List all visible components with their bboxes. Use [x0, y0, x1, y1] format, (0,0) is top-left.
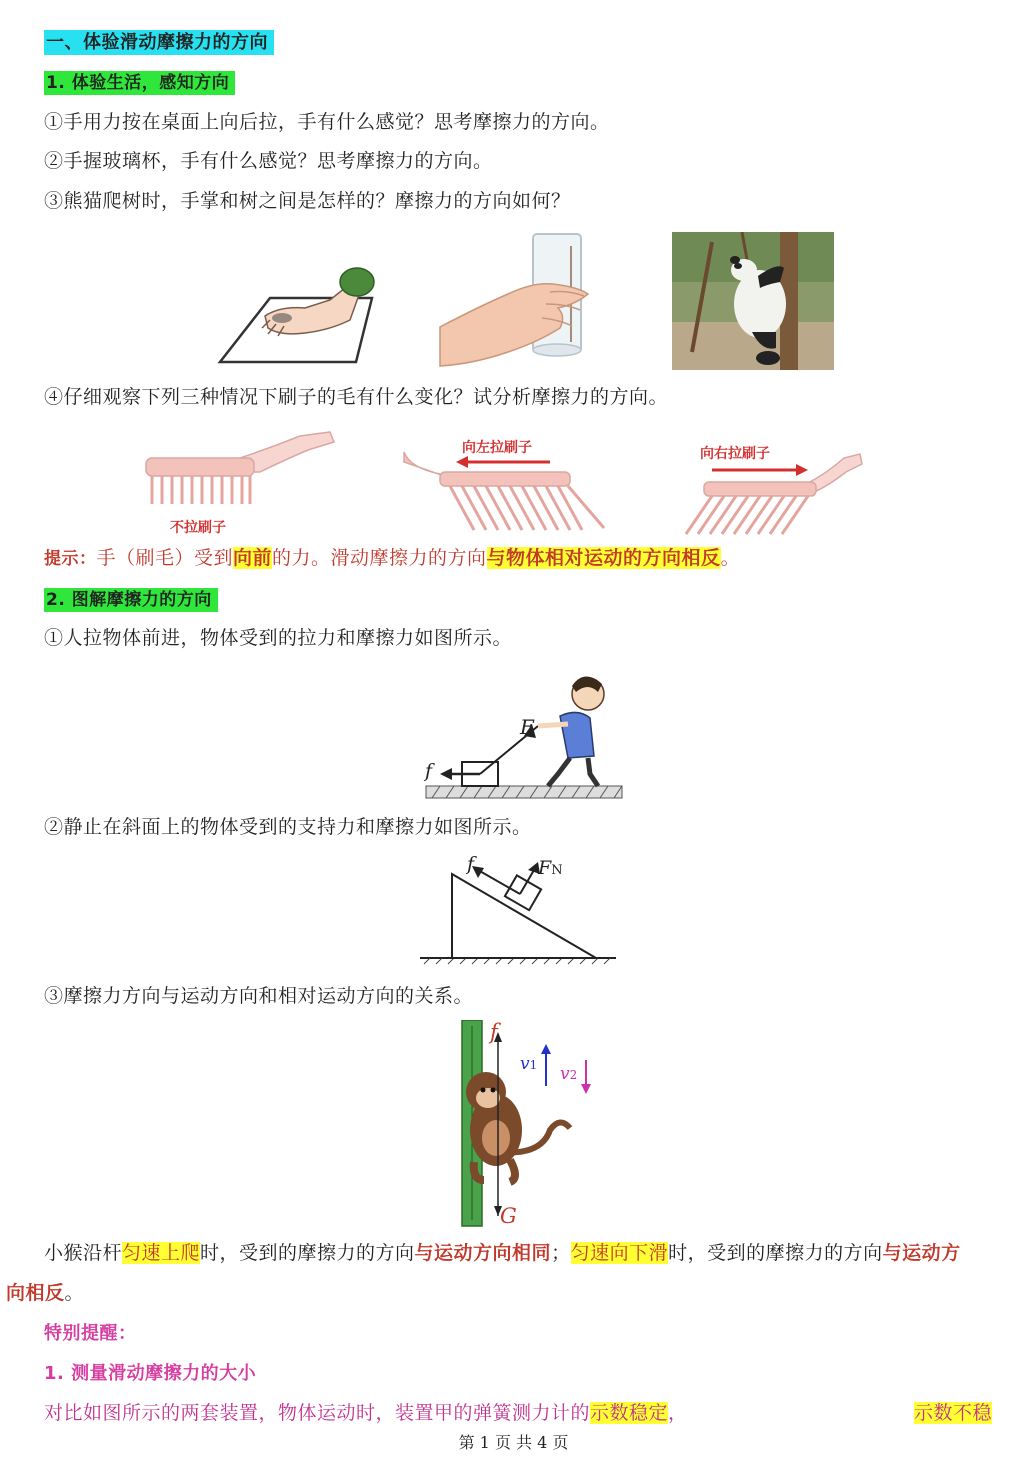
brush-label-pulled-left: 向左拉刷子	[462, 440, 532, 456]
hint-highlight-2: 与物体相对运动的方向相反	[486, 547, 721, 569]
fig3-label-v1-main: v	[520, 1054, 530, 1074]
reminder-tail	[914, 1400, 992, 1426]
monkey-text-2: 时，受到的摩擦力的方向	[200, 1242, 415, 1264]
paragraph-1: ①人拉物体前进，物体受到的拉力和摩擦力如图所示。	[44, 627, 513, 649]
question-1: ①手用力按在桌面上向后拉，手有什么感觉？思考摩擦力的方向。	[44, 111, 610, 133]
monkey-result-2a: 与运动方	[882, 1242, 961, 1264]
paragraph-2: ②静止在斜面上的物体受到的支持力和摩擦力如图所示。	[44, 816, 532, 838]
monkey-end: 。	[64, 1282, 85, 1304]
subsection-title-2	[44, 586, 218, 613]
subsection-title-2-text: 2. 图解摩擦力的方向	[44, 588, 218, 612]
monkey-text-4: 时，受到的摩擦力的方向	[668, 1242, 883, 1264]
monkey-highlight-1: 匀速上爬	[122, 1242, 201, 1264]
monkey-paragraph-line-1	[44, 1240, 961, 1266]
subsection-title-1-text: 1. 体验生活，感知方向	[44, 71, 235, 95]
section-title-text: 一、体验滑动摩擦力的方向	[44, 30, 274, 55]
brush-label-not-pulled: 不拉刷子	[170, 520, 226, 536]
block-on-incline-figure	[420, 850, 620, 968]
monkey-result-1: 与运动方向相同	[414, 1242, 552, 1264]
question-3: ③熊猫爬树时，手掌和树之间是怎样的？摩擦力的方向如何？	[44, 190, 571, 212]
reminder-item-1: 1. 测量滑动摩擦力的大小	[44, 1363, 257, 1384]
reminder-paragraph	[44, 1400, 688, 1426]
subsection-title-1	[44, 69, 235, 96]
fig3-label-v1-sub: 1	[529, 1058, 538, 1072]
hint-text-1: 手（刷毛）受到	[96, 547, 234, 569]
fig3-label-v2	[560, 1064, 577, 1084]
monkey-text-3: ；	[551, 1242, 571, 1264]
reminder-highlight-1: 示数稳定	[590, 1402, 669, 1424]
hand-on-table-illustration	[210, 258, 380, 370]
monkey-on-pole-figure	[450, 1020, 610, 1230]
fig2-label-FN-sub: N	[551, 863, 563, 878]
monkey-text-1: 小猴沿杆	[44, 1242, 123, 1264]
reminder-text-1: 对比如图所示的两套装置，物体运动时，装置甲的弹簧测力计的	[44, 1402, 591, 1424]
question-4: ④仔细观察下列三种情况下刷子的毛有什么变化？试分析摩擦力的方向。	[44, 386, 669, 408]
monkey-paragraph-line-2	[6, 1280, 84, 1306]
paragraph-3: ③摩擦力方向与运动方向和相对运动方向的关系。	[44, 985, 474, 1007]
hint-text-2: 的力。滑动摩擦力的方向	[272, 547, 487, 569]
hint-highlight-1: 向前	[233, 547, 273, 569]
fig1-label-f: f	[425, 760, 433, 782]
fig2-label-FN	[538, 857, 563, 879]
question-2: ②手握玻璃杯，手有什么感觉？思考摩擦力的方向。	[44, 150, 493, 172]
fig2-label-f: f	[467, 853, 475, 875]
fig3-label-f: f	[490, 1020, 498, 1044]
fig1-label-F: F	[520, 715, 534, 739]
reminder-highlight-2: 示数不稳	[914, 1402, 993, 1424]
section-title	[44, 29, 274, 56]
fig3-label-v2-sub: 2	[569, 1068, 578, 1082]
brush-label-pulled-right: 向右拉刷子	[700, 446, 770, 462]
hint-label: 提示：	[44, 549, 97, 569]
fig3-label-G: G	[500, 1204, 517, 1228]
page-footer: 第 1 页 共 4 页	[458, 1433, 569, 1452]
fig3-label-v1	[520, 1054, 537, 1074]
panda-climbing-tree-photo	[672, 232, 834, 370]
monkey-result-2b: 向相反	[6, 1282, 65, 1304]
fig2-label-FN-main: F	[538, 857, 552, 879]
reminder-title: 特别提醒：	[44, 1323, 137, 1344]
hand-holding-glass-illustration	[438, 232, 598, 368]
monkey-highlight-2: 匀速向下滑	[570, 1242, 669, 1264]
fig3-label-v2-main: v	[560, 1064, 570, 1084]
hint-line	[44, 545, 740, 572]
hint-end: 。	[720, 547, 741, 569]
reminder-text-2: ，	[668, 1402, 688, 1424]
